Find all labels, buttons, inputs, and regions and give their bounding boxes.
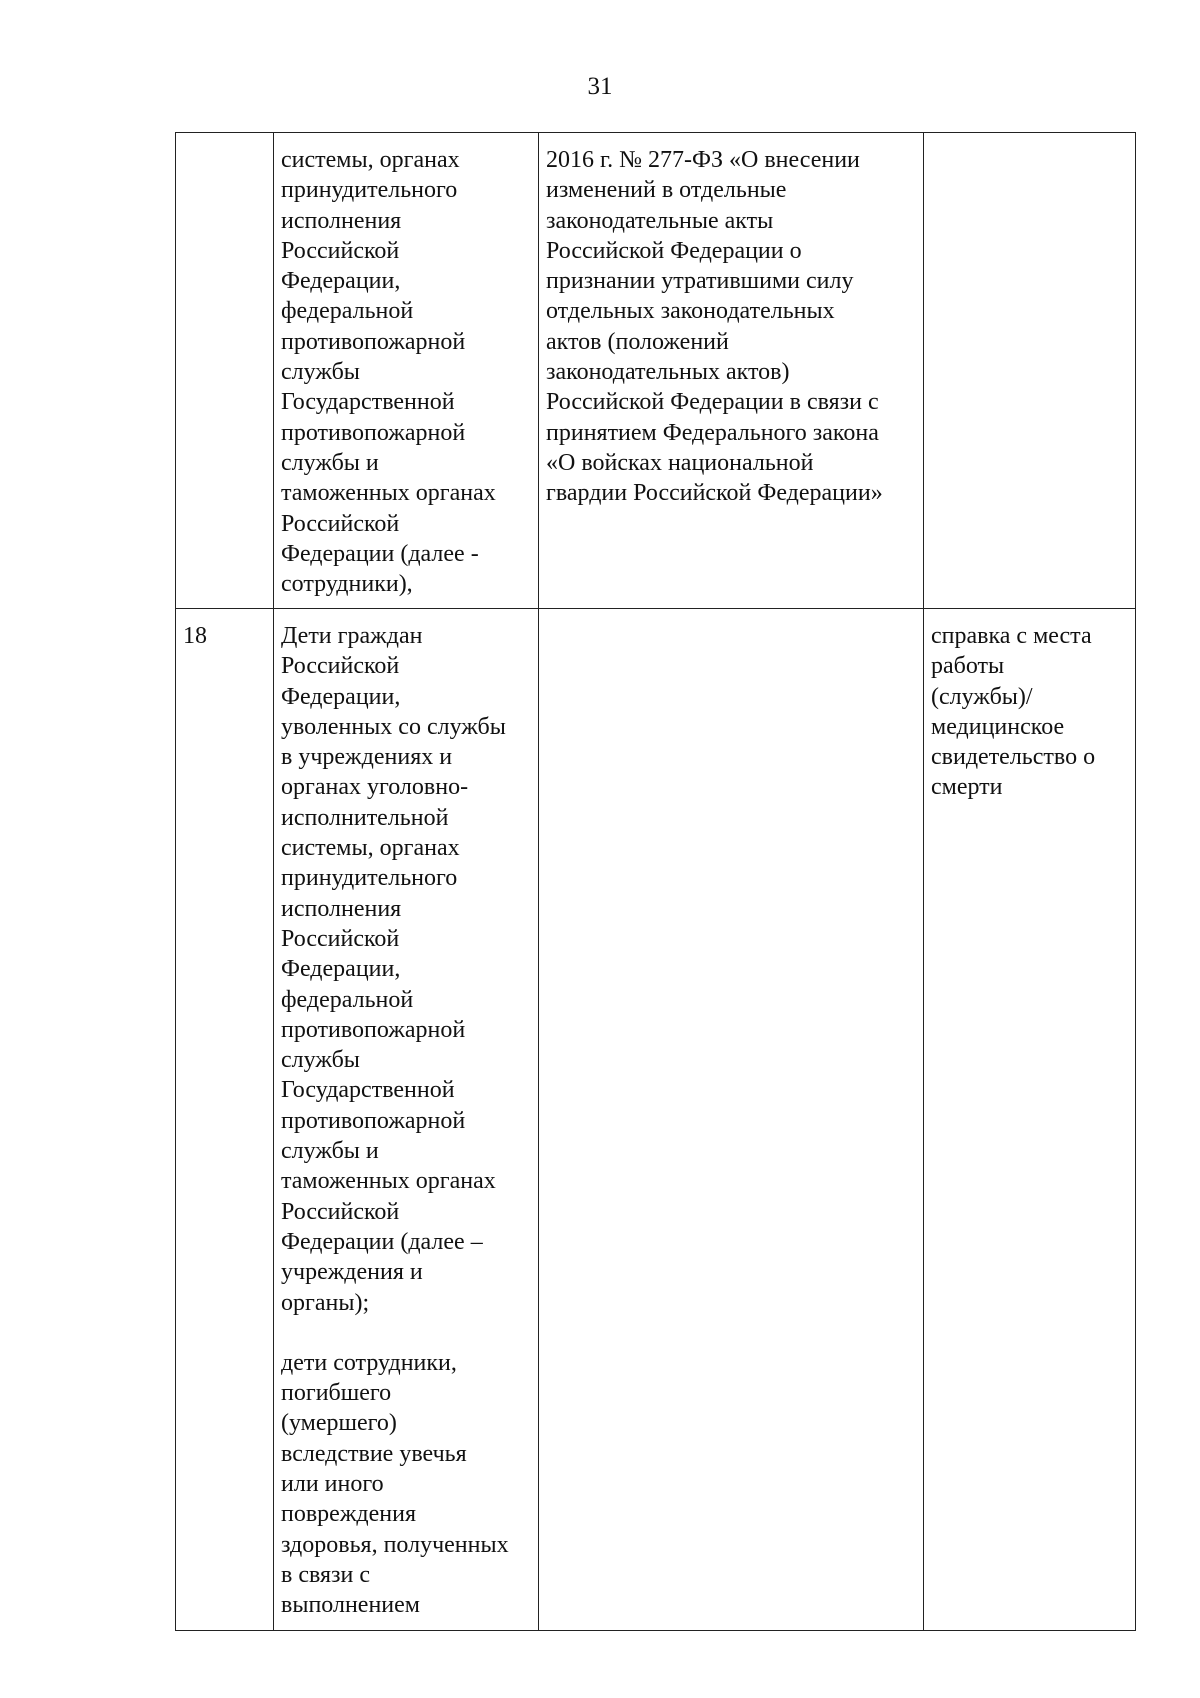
legal-basis-cell xyxy=(539,609,924,1631)
paragraph-gap xyxy=(281,1318,531,1348)
category-text: Дети граждан Российской Федерации, уволенных со службы в учреждениях и органах уголовно- исполнительной системы, органах принудительного исполнения Российской Федерации, федеральной противопожарной службы Государственной противопожарной службы и таможенных органах Российской Федерации (далее – учреждения и органы); xyxy=(281,623,506,1316)
documents-cell xyxy=(924,609,1136,1631)
category-cell xyxy=(274,609,539,1631)
table-row xyxy=(176,609,1136,1631)
documents-cell xyxy=(924,133,1136,609)
row-number-cell xyxy=(176,609,274,1631)
documents-text: справка с места работы (службы)/ медицинское свидетельство о смерти xyxy=(931,623,1096,801)
category-extra-text: дети сотрудники, погибшего (умершего) вследствие увечья или иного повреждения здоровья, полученных в связи с выполнением xyxy=(281,1349,509,1619)
row-number: 18 xyxy=(183,623,207,649)
table-row xyxy=(176,133,1136,609)
legal-basis-cell xyxy=(539,133,924,609)
category-cell xyxy=(274,133,539,609)
category-text: системы, органах принудительного исполнения Российской Федерации, федеральной противопожарной службы Государственной противопожарной службы и таможенных органах Российской Федерации (далее - сотрудники), xyxy=(281,147,496,598)
legal-basis-text: 2016 г. № 277-ФЗ «О внесении изменений в отдельные законодательные акты Российской Федерации о признании утратившими силу отдельных законодательных актов (положений законодательных актов) Российской Федерации в связи с принятием Федерального закона «О войсках национальной гвардии Российской Федерации» xyxy=(546,147,883,507)
page-number: 31 xyxy=(587,73,613,100)
document-table xyxy=(175,132,1136,1631)
row-number-cell xyxy=(176,133,274,609)
